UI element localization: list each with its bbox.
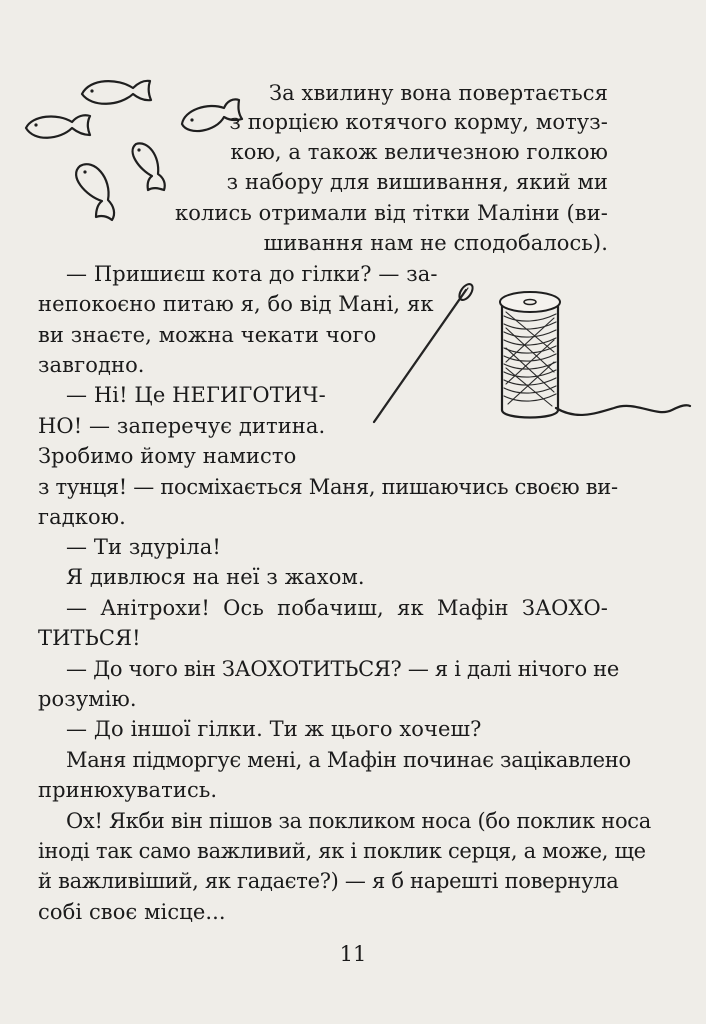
- text-line: собі своє місце...: [38, 900, 226, 924]
- text-line: ТИТЬСЯ!: [38, 626, 141, 650]
- text-line: непокоєно питаю я, бо від Мані, як: [38, 292, 434, 316]
- text-line: шивання нам не сподобалось).: [263, 231, 608, 255]
- text-line: ви знаєте, можна чекати чого: [38, 323, 377, 347]
- text-line: кою, а також величезною голкою: [230, 140, 608, 164]
- text-line: За хвилину вона повертається: [268, 81, 608, 105]
- text-line: — Ти здуріла!: [66, 535, 221, 559]
- text-line: завгодно.: [38, 353, 145, 377]
- text-line: колись отримали від тітки Маліни (ви-: [175, 201, 608, 225]
- text-line: іноді так само важливий, як і поклик серця, а може, ще: [38, 839, 646, 863]
- text-line: — До чого він ЗАОХОТИТЬСЯ? — я і далі нічого не: [66, 657, 619, 681]
- text-line: з набору для вишивання, який ми: [226, 170, 608, 194]
- text-line: Я дивлюся на неї з жахом.: [66, 565, 365, 589]
- thread-spool-icon: [490, 288, 695, 433]
- text-line: з тунця! — посміхається Маня, пишаючись своєю ви-: [38, 475, 618, 499]
- text-line: — До іншої гілки. Ти ж цього хочеш?: [66, 717, 482, 741]
- text-line: гадкою.: [38, 505, 126, 529]
- text-line: Ох! Якби він пішов за покликом носа (бо поклик носа: [66, 809, 651, 833]
- page-number: 11: [339, 942, 367, 966]
- text-line: з порцією котячого корму, мотуз-: [229, 110, 608, 134]
- text-line: принюхуватись.: [38, 778, 218, 802]
- text-line: — Анітрохи! Ось побачиш, як Мафін ЗАОХО-: [66, 596, 608, 620]
- text-line: розумію.: [38, 687, 137, 711]
- text-line: й важливіший, як гадаєте?) — я б нарешті повернула: [38, 869, 619, 893]
- text-line: Зробимо йому намисто: [38, 444, 297, 468]
- text-line: — Ні! Це НЕГИГОТИЧ-: [66, 383, 326, 407]
- text-line: Маня підморгує мені, а Мафін починає зацікавлено: [66, 748, 631, 772]
- text-line: — Пришиєш кота до гілки? — за-: [66, 262, 438, 286]
- text-line: НО! — заперечує дитина.: [38, 414, 326, 438]
